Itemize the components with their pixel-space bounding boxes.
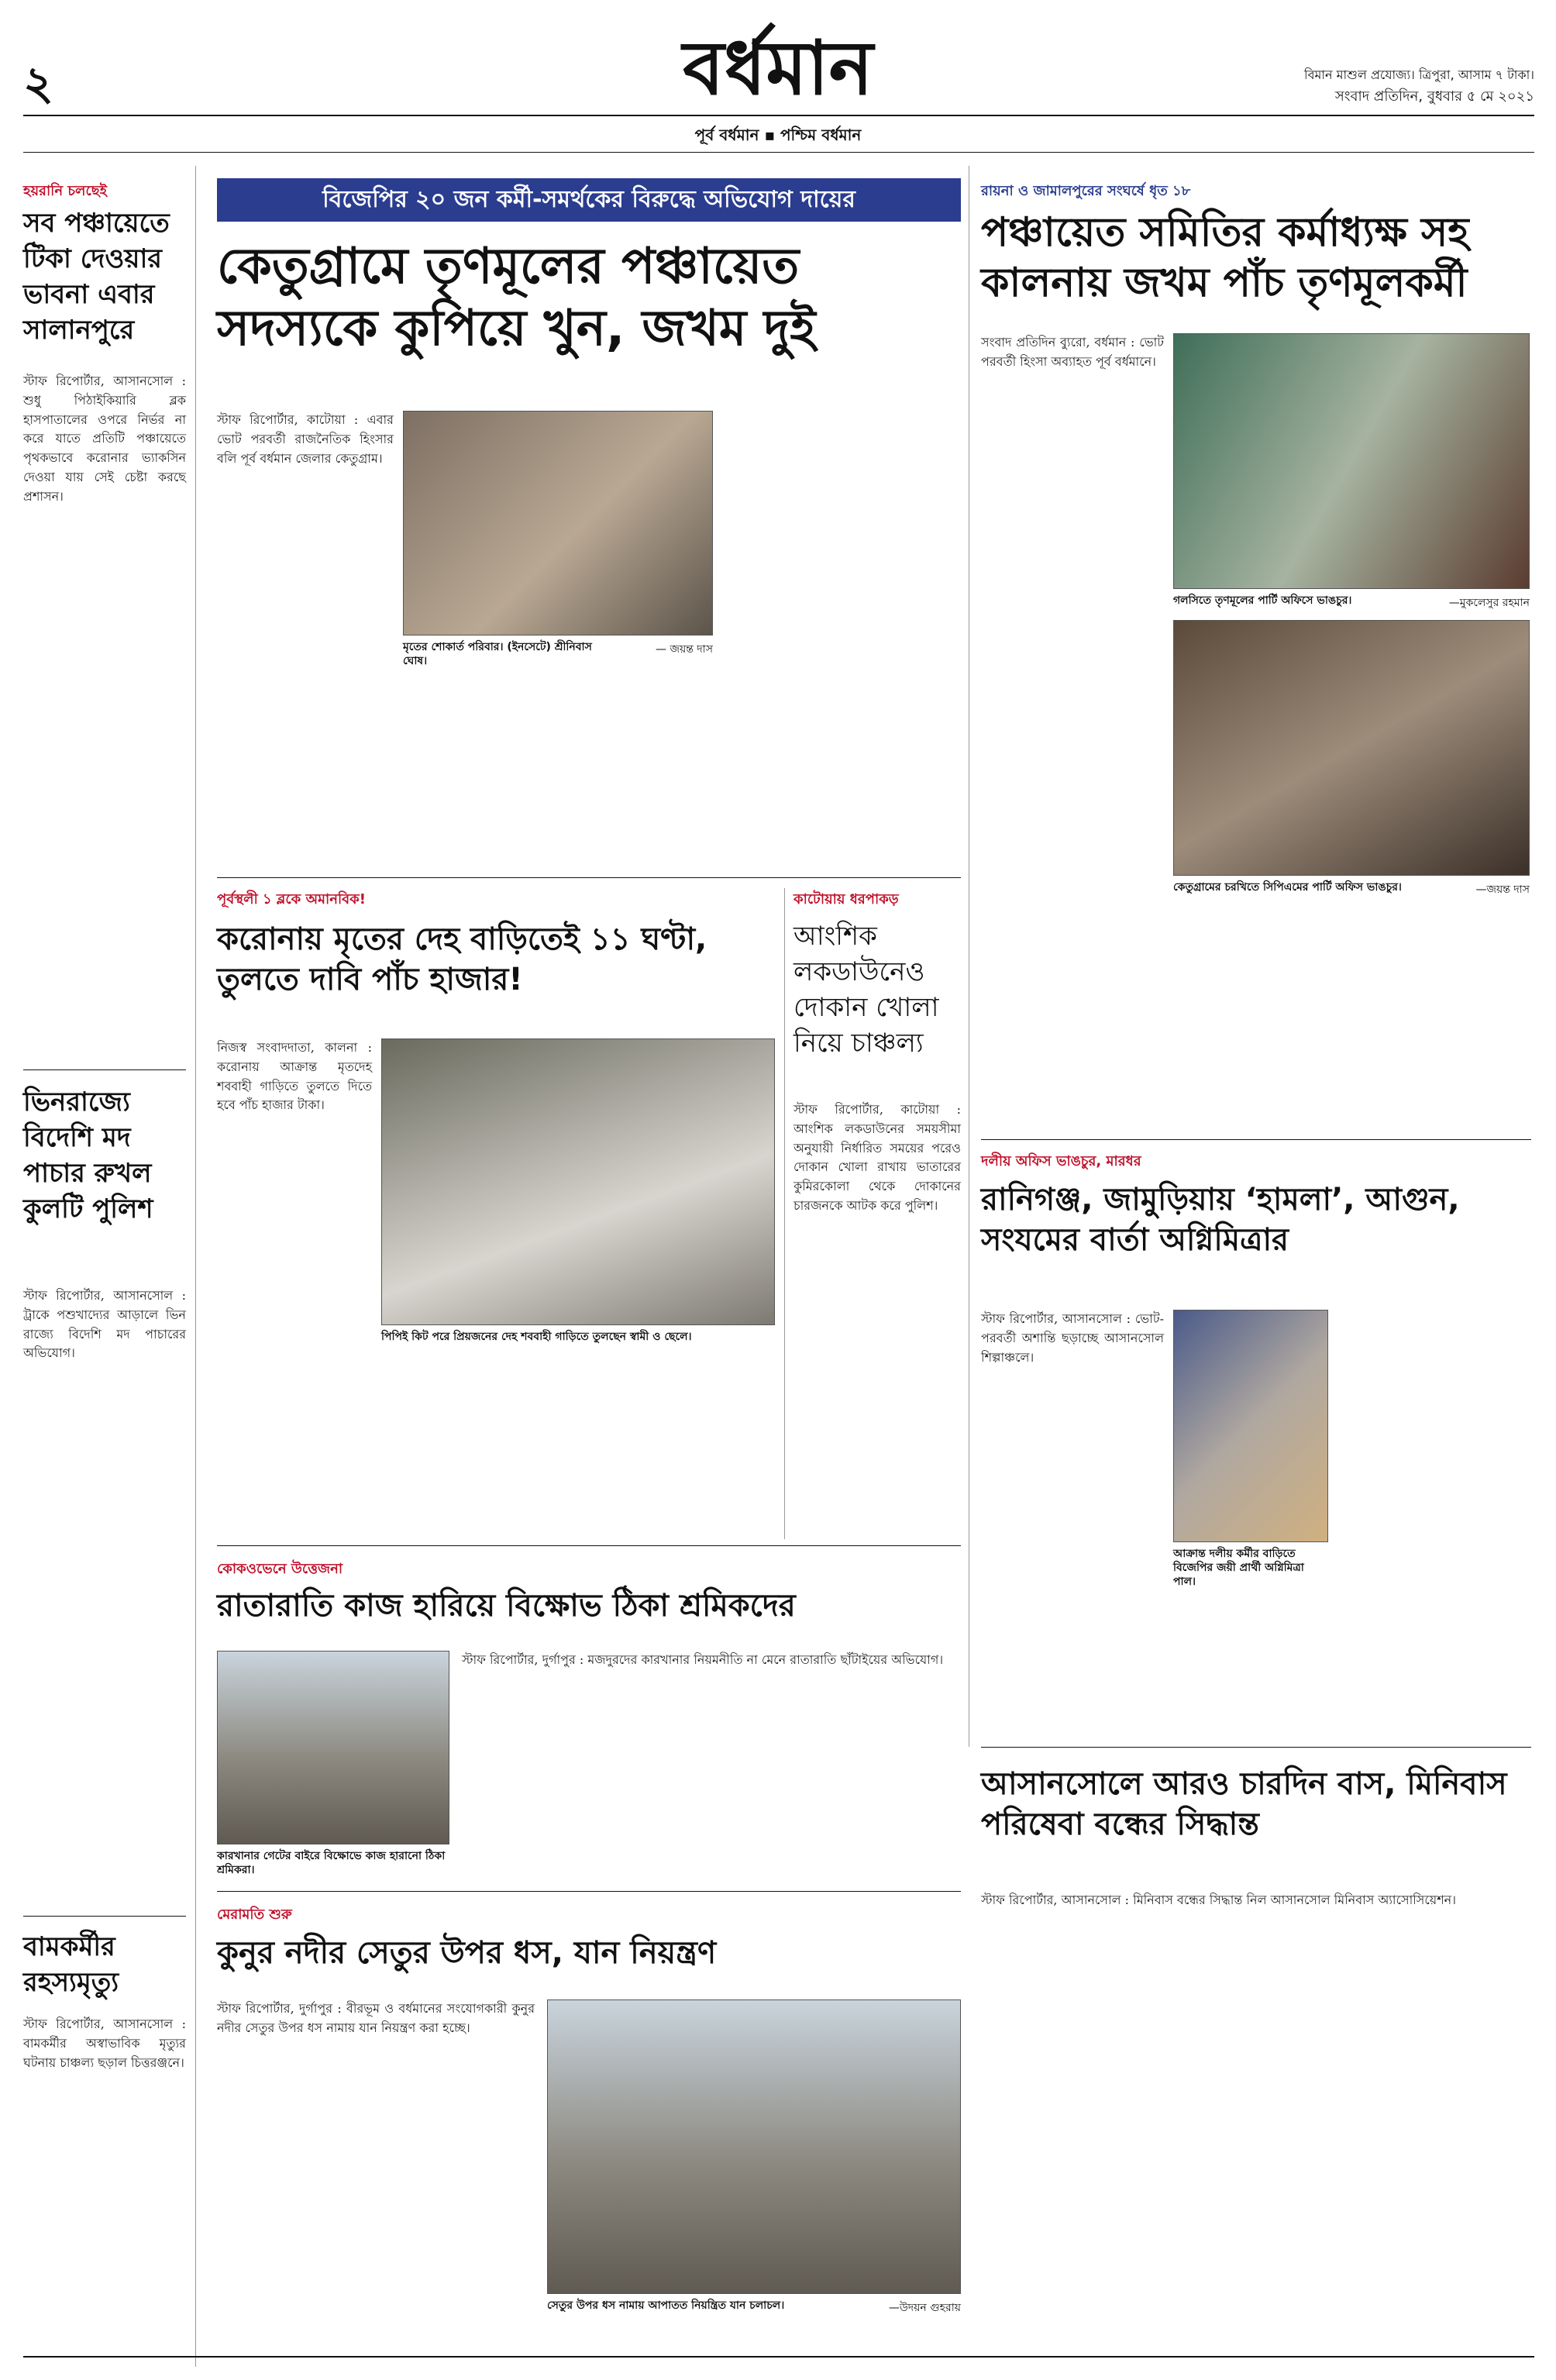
section-bar: পূর্ব বর্ধমান ▪ পশ্চিম বর্ধমান <box>694 126 862 144</box>
left-rule <box>23 1916 186 1917</box>
lead-headline: কেতুগ্রামে তৃণমূলের পঞ্চায়েত সদস্যকে কুপিয়ে খুন, জখম দুই <box>217 238 816 357</box>
bus-body: স্টাফ রিপোর্টার, আসানসোল : মিনিবাস বন্ধের সিদ্ধান্ত নিল আসানসোল মিনিবাস অ্যাসোসিয়েশন। <box>981 1893 1456 1907</box>
corona-headline: করোনায় মৃতের দেহ বাড়িতেই ১১ ঘণ্টা, তুলতে দাবি পাঁচ হাজার! <box>217 921 707 997</box>
bridge-photo <box>547 1999 961 2294</box>
right-top-body: সংবাদ প্রতিদিন ব্যুরো, বর্ধমান : ভোট পরবর্তী হিংসা অব্যাহত পূর্ব বর্ধমানে। <box>981 335 1164 369</box>
left-rule <box>23 1069 186 1070</box>
lead-photo-caption: মৃতের শোকার্ত পরিবার। (ইনসেটে) শ্রীনিবাস ঘোষ। <box>403 641 592 668</box>
ad-note: বিমান মাশুল প্রযোজ্য। ত্রিপুরা, আসাম ৭ টাকা। <box>1304 67 1534 82</box>
right-top-rule <box>981 1139 1531 1140</box>
left-story1-kicker: হয়রানি চলছেই <box>23 183 107 199</box>
right-top-photo2-caption: কেতুগ্রামের চরখিতে সিপিএমের পার্টি অফিস ভাঙচুর। <box>1173 881 1402 894</box>
raniganj-body: স্টাফ রিপোর্টার, আসানসোল : ভোট-পরবর্তী অশান্তি ছড়াচ্ছে আসানসোল শিল্পাঞ্চলে। <box>981 1311 1164 1365</box>
lead-rule <box>217 877 961 878</box>
left-story3-headline: বামকর্মীর রহস্যমৃত্যু <box>23 1931 119 1998</box>
right-top-photo2 <box>1173 620 1530 876</box>
right-top-kicker: রায়না ও জামালপুরের সংঘর্ষে ধৃত ১৮ <box>981 183 1191 199</box>
left-story2-body: স্টাফ রিপোর্টার, আসানসোল : ট্রাকে পশুখাদ্যের আড়ালে ভিন রাজ্যে বিদেশি মদ পাচারের অভিযোগ। <box>23 1288 186 1361</box>
page-number: ২ <box>23 57 54 111</box>
column-divider <box>195 166 196 2367</box>
workers-photo <box>217 1651 449 1844</box>
bridge-headline: কুনুর নদীর সেতুর উপর ধস, যান নিয়ন্ত্রণ <box>217 1935 717 1971</box>
bus-rule <box>981 1747 1531 1748</box>
bridge-photo-caption: সেতুর উপর ধস নামায় আপাতত নিয়ন্ত্রিত যান চলাচল। <box>547 2299 785 2312</box>
raniganj-photo <box>1173 1310 1328 1542</box>
corona-photo <box>381 1038 775 1325</box>
section-rule <box>23 152 1534 153</box>
lead-kicker: বিজেপির ২০ জন কর্মী-সমর্থকের বিরুদ্ধে অভিযোগ দায়ের <box>217 178 961 222</box>
workers-body: স্টাফ রিপোর্টার, দুর্গাপুর : মজদুরদের কারখানার নিয়মনীতি না মেনে রাতারাতি ছাঁটাইয়ের অভিযোগ। <box>462 1652 944 1667</box>
corona-photo-caption: পিপিই কিট পরে প্রিয়জনের দেহ শববাহী গাড়িতে তুলছেন স্বামী ও ছেলে। <box>381 1331 692 1343</box>
right-top-photo1-credit: —মুকলেসুর রহমান <box>1448 597 1530 609</box>
workers-headline: রাতারাতি কাজ হারিয়ে বিক্ষোভ ঠিকা শ্রমিকদের <box>217 1588 796 1624</box>
left-story3-body: স্টাফ রিপোর্টার, আসানসোল : বামকর্মীর অস্বাভাবিক মৃত্যুর ঘটনায় চাঞ্চল্য ছড়াল চিত্তরঞ্জনে। <box>23 2017 186 2070</box>
lockdown-headline: আংশিক লকডাউনেও দোকান খোলা নিয়ে চাঞ্চল্য <box>793 921 939 1059</box>
left-story2-headline: ভিনরাজ্যে বিদেশি মদ পাচার রুখল কুলটি পুলিশ <box>23 1087 153 1224</box>
workers-photo-caption: কারখানার গেটের বাইরে বিক্ষোভে কাজ হারানো ঠিকা শ্রমিকরা। <box>217 1850 446 1877</box>
lead-photo <box>403 411 713 635</box>
bus-headline: আসানসোলে আরও চারদিন বাস, মিনিবাস পরিষেবা বন্ধের সিদ্ধান্ত <box>981 1766 1507 1842</box>
lockdown-kicker: কাটোয়ায় ধরপাকড় <box>793 891 899 908</box>
lead-body: স্টাফ রিপোর্টার, কাটোয়া : এবার ভোট পরবর্তী রাজনৈতিক হিংসার বলি পূর্ব বর্ধমান জেলার কেতুগ্রাম। <box>217 412 394 466</box>
left-story1-body: স্টাফ রিপোর্টার, আসানসোল : শুধু পিঠাইকিয়ারি ব্লক হাসপাতালের ওপরে নির্ভর না করে যাতে প্রতিটি পঞ্চায়েতে পৃথকভাবে করোনার ভ্যাকসিন দেওয়া যায় সেই চেষ্টা করছে প্রশাসন। <box>23 374 186 504</box>
corona-kicker: পূর্বস্থলী ১ ব্লকে অমানবিক! <box>217 891 366 908</box>
left-story1-headline: সব পঞ্চায়েতে টিকা দেওয়ার ভাবনা এবার সালানপুরে <box>23 208 170 346</box>
masthead-rule <box>23 115 1534 116</box>
bridge-body: স্টাফ রিপোর্টার, দুর্গাপুর : বীরভূম ও বর্ধমানের সংযোগকারী কুনুর নদীর সেতুর উপর ধস নামায় যান নিয়ন্ত্রণ করা হচ্ছে। <box>217 2001 535 2035</box>
bridge-photo-credit: —উদয়ন গুহরায় <box>888 2302 961 2314</box>
corona-body: নিজস্ব সংবাদদাতা, কালনা : করোনায় আক্রান্ত মৃতদেহ শববাহী গাড়িতে তুলতে দিতে হবে পাঁচ হাজার টাকা। <box>217 1040 372 1113</box>
lead-photo-credit: — জয়ন্ত দাস <box>656 643 713 656</box>
bridge-rule <box>217 1891 961 1892</box>
workers-kicker: কোকওভেনে উত্তেজনা <box>217 1561 343 1577</box>
right-top-photo2-credit: —জয়ন্ত দাস <box>1475 883 1530 896</box>
lockdown-body: স্টাফ রিপোর্টার, কাটোয়া : আংশিক লকডাউনের সময়সীমা অনুযায়ী নির্ধারিত সময়ের পরেও দোকান খোলা রাখায় ভাতারের কুমিরকোলা থেকে দোকানের চারজনকে আটক করে পুলিশ। <box>793 1102 961 1213</box>
raniganj-kicker: দলীয় অফিস ভাঙচুর, মারধর <box>981 1153 1141 1169</box>
column-divider <box>784 888 785 1539</box>
right-top-headline: পঞ্চায়েত সমিতির কর্মাধ্যক্ষ সহ কালনায় জখম পাঁচ তৃণমূলকর্মী <box>981 209 1469 306</box>
dateline: সংবাদ প্রতিদিন, বুধবার ৫ মে ২০২১ <box>1334 88 1534 105</box>
raniganj-headline: রানিগঞ্জ, জামুড়িয়ায় ‘হামলা’, আগুন, সংযমের বার্তা অগ্নিমিত্রার <box>981 1182 1460 1258</box>
raniganj-photo-caption: আক্রান্ত দলীয় কর্মীর বাড়িতে বিজেপির জয়ী প্রার্থী অগ্নিমিত্রা পাল। <box>1173 1548 1304 1589</box>
masthead-title: বর্ধমান <box>683 24 873 112</box>
footer-rule <box>23 2356 1534 2358</box>
right-top-photo1 <box>1173 333 1530 589</box>
right-top-photo1-caption: গলসিতে তৃণমূলের পার্টি অফিসে ভাঙচুর। <box>1173 594 1352 607</box>
workers-rule <box>217 1545 961 1546</box>
bridge-kicker: মেরামতি শুরু <box>217 1906 292 1923</box>
